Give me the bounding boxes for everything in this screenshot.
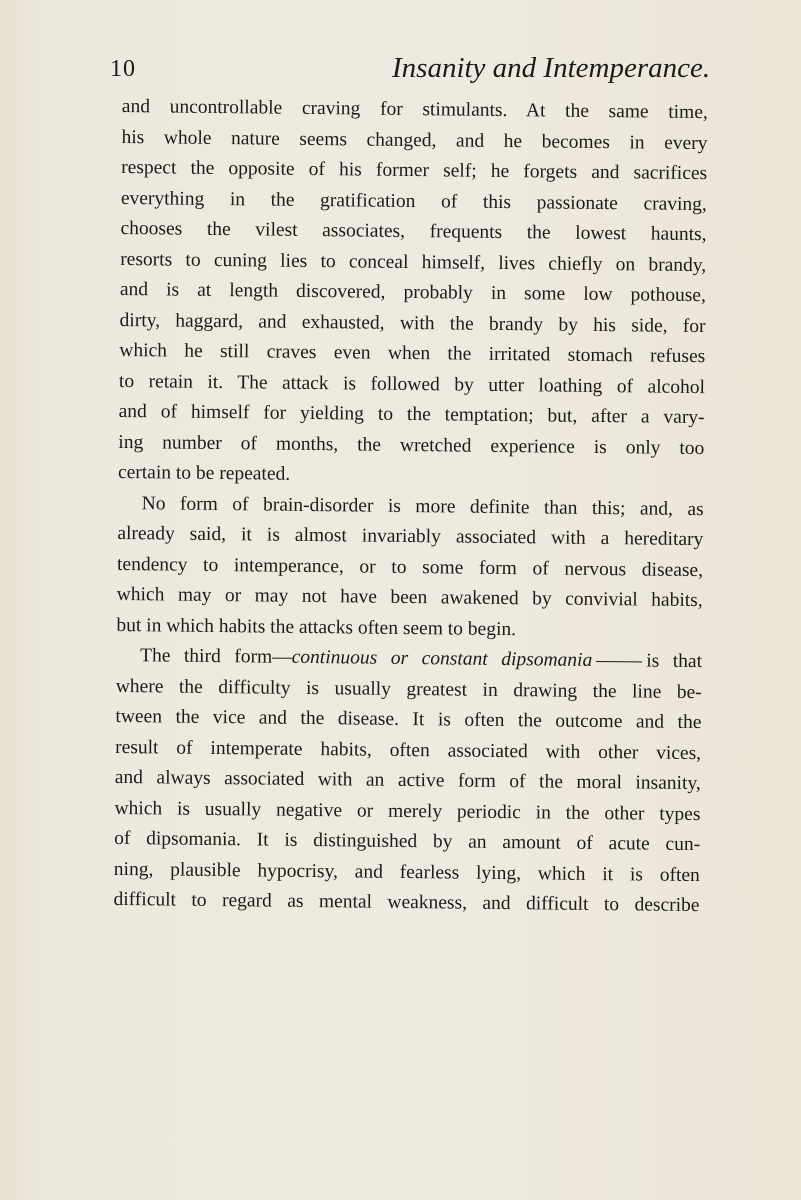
page-number: 10	[110, 56, 136, 82]
body-text	[113, 92, 708, 922]
text-line: his whole nature seems changed, and he becomes in every	[121, 126, 708, 154]
text-line: respect the opposite of his former self; he forgets and sacrifices	[121, 156, 708, 185]
text-line: resorts to cuning lies to conceal himself, lives chiefly on brandy,	[120, 248, 707, 276]
text-line: already said, it is almost invariably associated with a hereditary	[117, 522, 704, 551]
text-line: dirty, haggard, and exhausted, with the brandy by his side, for	[119, 309, 706, 337]
text-line: but in which habits the attacks often seem to begin.	[116, 614, 517, 640]
text-line: where the difficulty is usually greatest in drawing the line be-	[115, 675, 702, 703]
em-dash-rule	[596, 661, 642, 662]
text-run: The third form—	[139, 645, 292, 668]
running-title: Insanity and Intemperance.	[392, 52, 711, 84]
text-line: and of himself for yielding to the temptation; but, after a vary-	[118, 400, 705, 429]
text-line: of dipsomania. It is distinguished by an amount of acute cun-	[114, 827, 701, 856]
text-line: and is at length discovered, probably in some low pothouse,	[119, 278, 707, 307]
text-line: tendency to intemperance, or to some form of nervous disease,	[116, 553, 704, 581]
text-line: which is usually negative or merely periodic in the other types	[114, 797, 701, 825]
text-line: which he still craves even when the irritated stomach refuses	[119, 339, 706, 368]
text-line: everything in the gratification of this passionate craving,	[120, 187, 707, 215]
text-line: ning, plausible hypocrisy, and fearless lying, which it is often	[113, 858, 700, 886]
text-line: No form of brain-disorder is more definite than this; and, as	[141, 492, 704, 520]
text-line: result of intemperate habits, often associated with other vices,	[115, 736, 702, 764]
text-line: certain to be repeated.	[117, 461, 291, 485]
italic-term: continuous or constant dipsomania	[291, 646, 593, 671]
text-line: chooses the vilest associates, frequents the lowest haunts,	[120, 217, 707, 246]
page-header	[0, 50, 801, 90]
text-line: which may or may not have been awakened by convivial habits,	[116, 583, 703, 612]
text-line: to retain it. The attack is followed by utter loathing of alcohol	[118, 370, 706, 398]
text-line: ing number of months, the wretched experience is only too	[118, 431, 705, 459]
text-line: difficult to regard as mental weakness, and difficult to describe	[113, 888, 700, 917]
text-line: and always associated with an active form of the moral insanity,	[114, 766, 701, 795]
text-line: and uncontrollable craving for stimulants. At the same time,	[121, 95, 708, 124]
text-line: tween the vice and the disease. It is often the outcome and the	[115, 705, 702, 734]
text-run: is that	[646, 650, 703, 673]
